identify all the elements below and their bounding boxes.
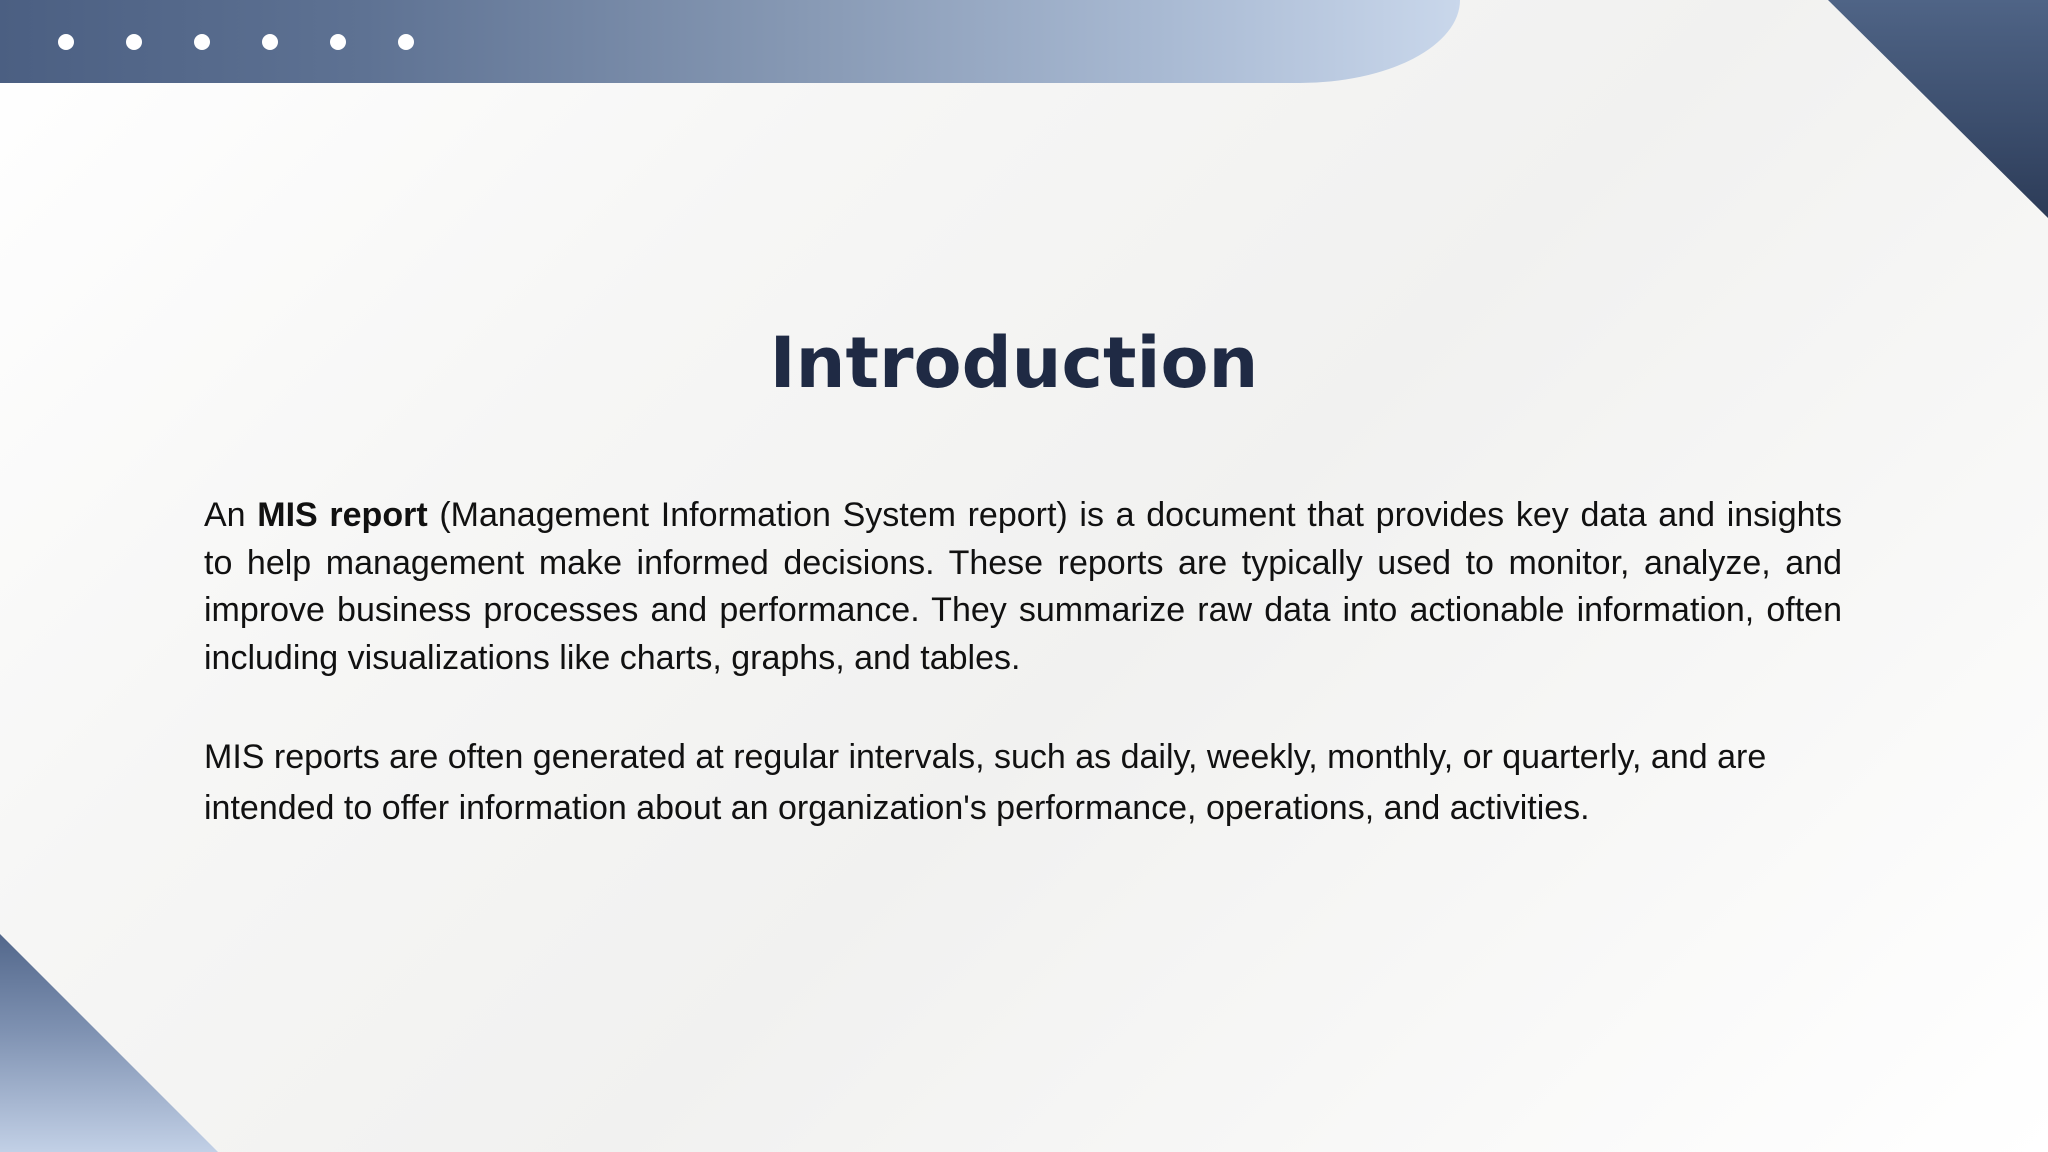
dot-icon bbox=[330, 34, 346, 50]
dot-icon bbox=[126, 34, 142, 50]
paragraph-rest: (Management Information System report) is a document that provides key data and insights to help management make informed decisions. These reports are typically used to monitor, analyze, and improve business processes and performance. They summarize raw data into actionable information, often including visualizations like charts, graphs, and tables. bbox=[204, 496, 1842, 677]
dot-icon bbox=[262, 34, 278, 50]
paragraph-lead: An bbox=[204, 496, 246, 534]
dot-icon bbox=[398, 34, 414, 50]
dot-icon bbox=[58, 34, 74, 50]
decorative-dots bbox=[58, 34, 414, 50]
slide-title: Introduction bbox=[769, 322, 1259, 404]
dot-icon bbox=[194, 34, 210, 50]
mis-report-term: MIS report bbox=[257, 496, 428, 534]
frequency-paragraph: MIS reports are often generated at regular intervals, such as daily, weekly, monthly, or quarterly, and are intended to offer information about an organization's performance, operations, and activities. bbox=[204, 738, 1767, 827]
slide-body bbox=[204, 492, 1842, 834]
intro-paragraph bbox=[204, 492, 1842, 682]
corner-triangle-top-right bbox=[1828, 0, 2048, 218]
corner-triangle-bottom-left bbox=[0, 934, 218, 1152]
header-gradient-bar bbox=[0, 0, 1460, 83]
